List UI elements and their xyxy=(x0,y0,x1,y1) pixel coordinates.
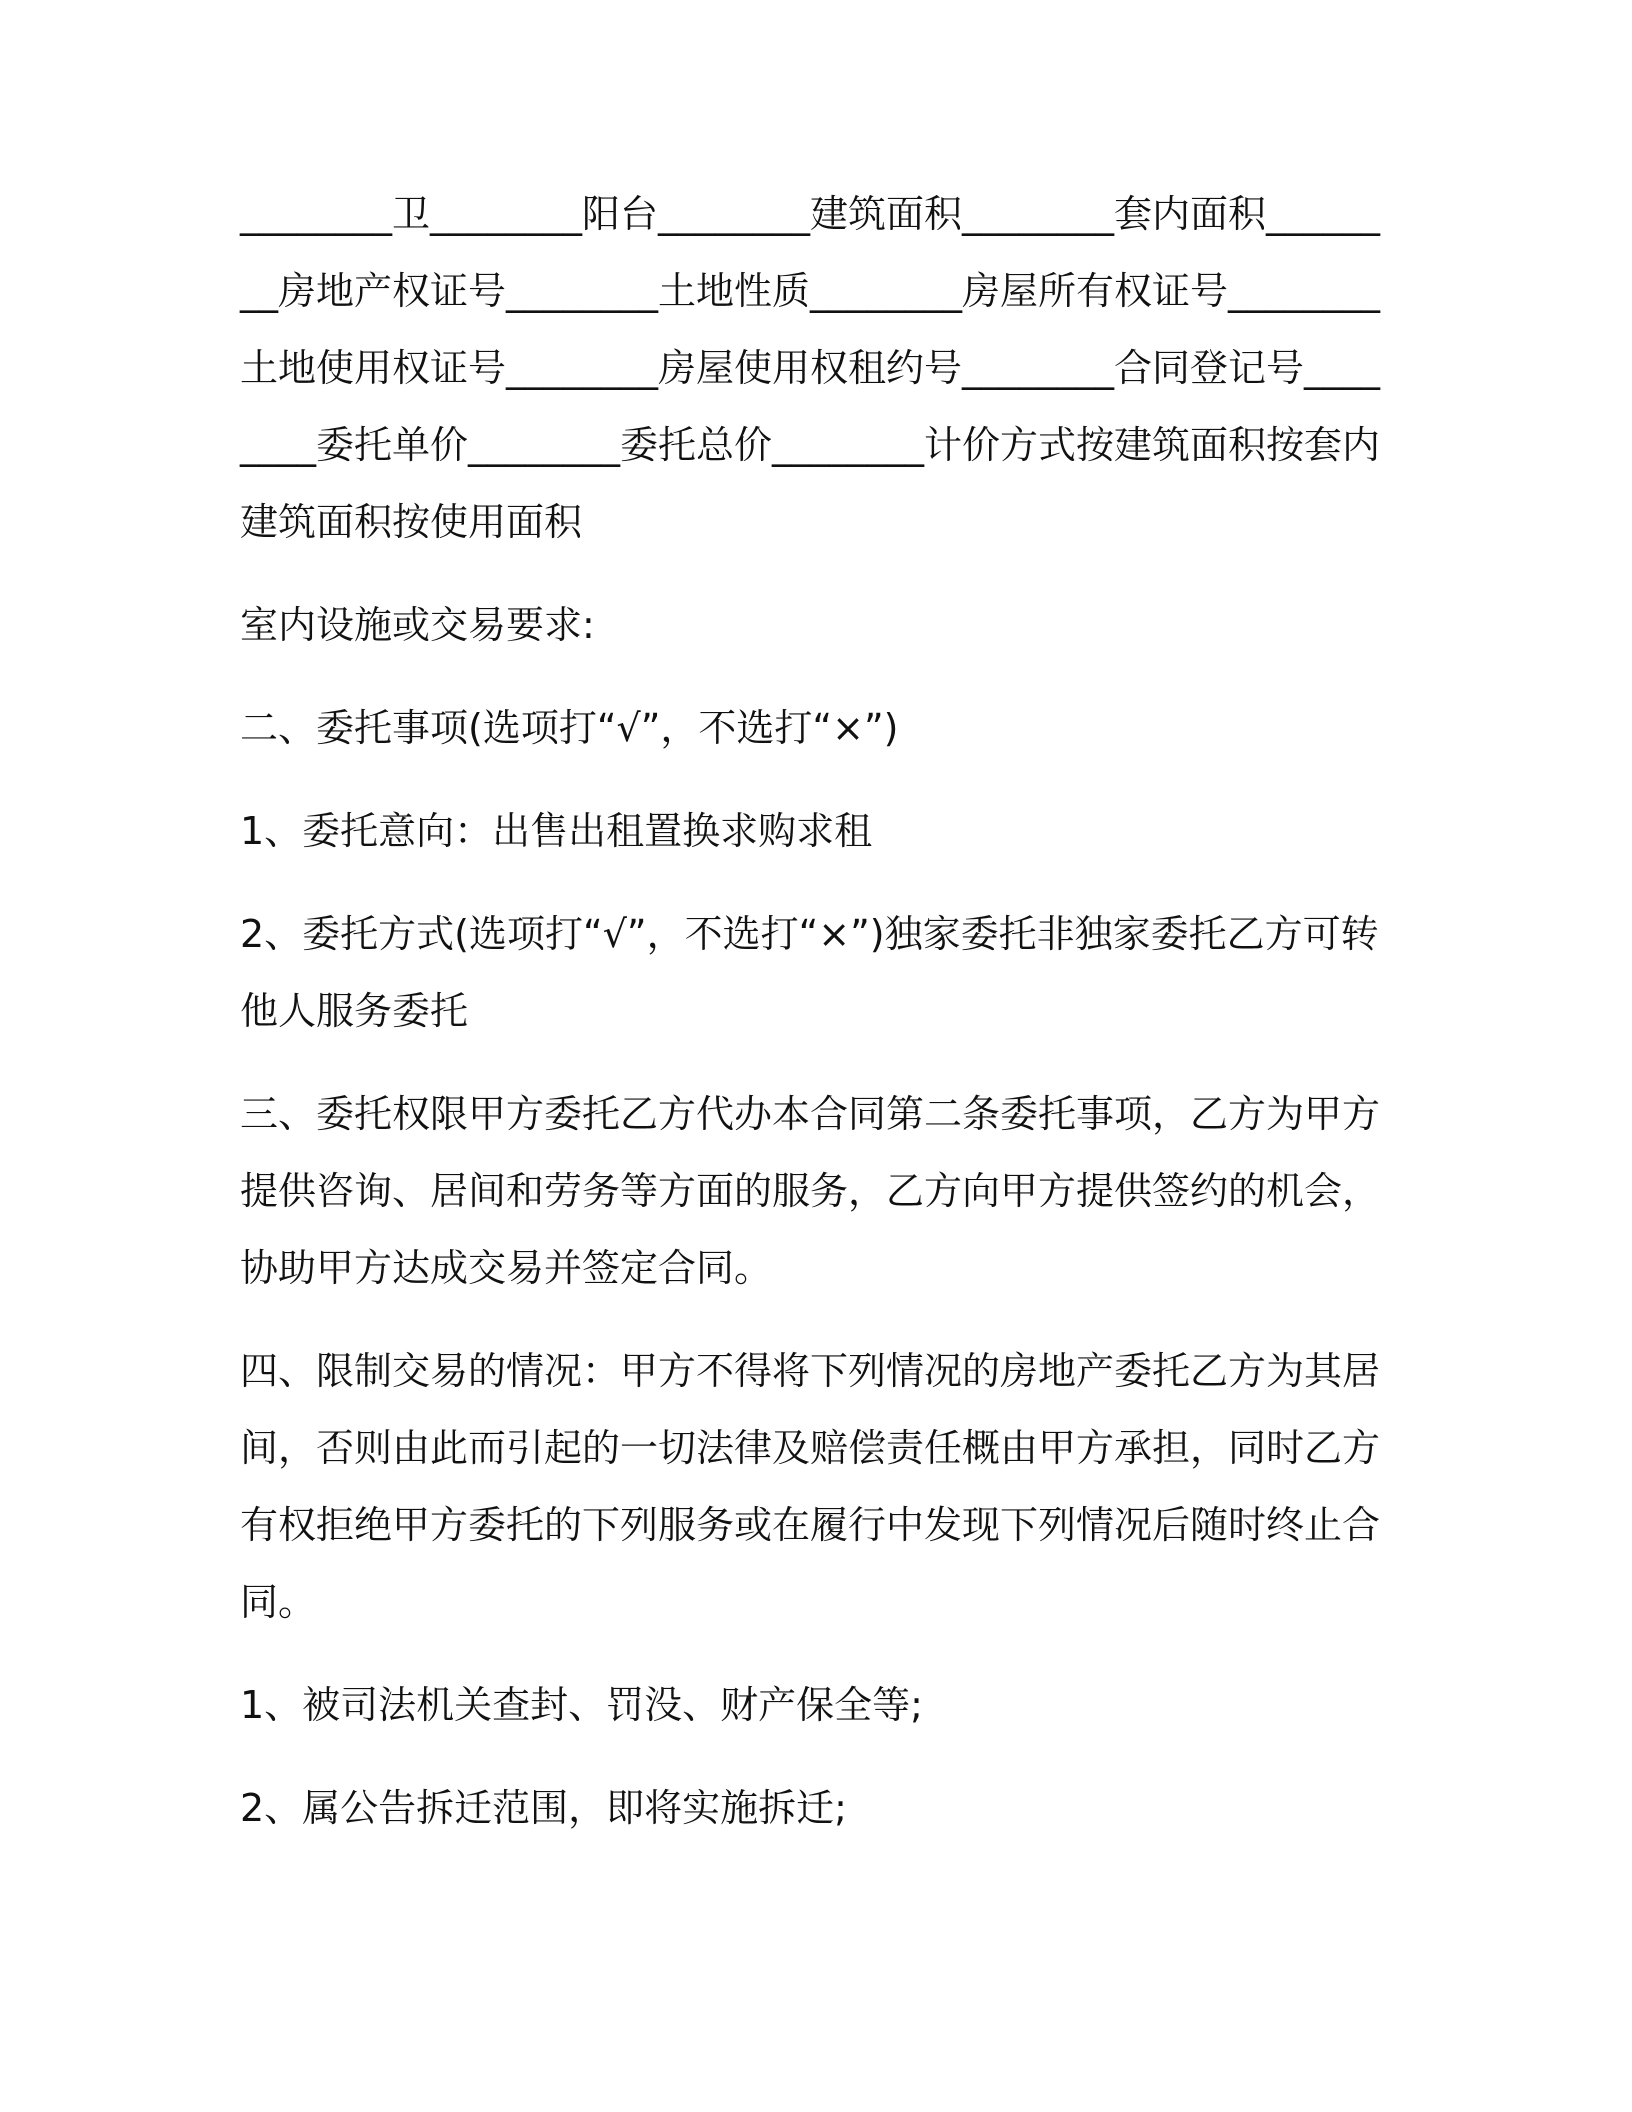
property-details-paragraph: ________卫________阳台________建筑面积________套内面积________房地产权证号________土地性质________房屋所有权证号________土地使用权证号________房屋使用权租约号________合同登记号________委托单价________委托总价________计价方式按建筑面积按套内建筑面积按使用面积 xyxy=(240,192,1381,544)
section-four-paragraph: 四、限制交易的情况：甲方不得将下列情况的房地产委托乙方为其居间，否则由此而引起的一切法律及赔偿责任概由甲方承担，同时乙方有权拒绝甲方委托的下列服务或在履行中发现下列情况后随时终止合同。 xyxy=(240,1349,1381,1624)
document-body xyxy=(240,176,1390,1847)
restriction-item-one: 1、被司法机关查封、罚没、财产保全等; xyxy=(240,1683,923,1727)
section-two-heading: 二、委托事项(选项打“√”，不选打“×”) xyxy=(240,706,899,750)
section-three-paragraph: 三、委托权限甲方委托乙方代办本合同第二条委托事项，乙方为甲方提供咨询、居间和劳务等方面的服务，乙方向甲方提供签约的机会，协助甲方达成交易并签定合同。 xyxy=(240,1092,1381,1290)
entrustment-method-paragraph: 2、委托方式(选项打“√”，不选打“×”)独家委托非独家委托乙方可转他人服务委托 xyxy=(240,912,1379,1033)
facility-requirements-paragraph: 室内设施或交易要求: xyxy=(240,603,595,647)
entrustment-intention-paragraph: 1、委托意向：出售出租置换求购求租 xyxy=(240,809,873,853)
restriction-item-two: 2、属公告拆迁范围，即将实施拆迁; xyxy=(240,1786,847,1830)
